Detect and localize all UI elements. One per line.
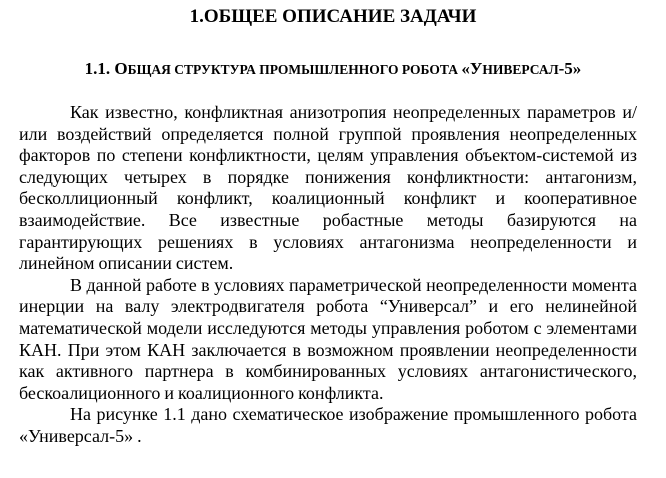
subsection-small-caps-2: НИВЕРСАЛ [482, 62, 559, 77]
subsection-cap-1: О [114, 59, 128, 78]
subsection-number: 1.1. [84, 59, 115, 78]
subsection-cap-2: «У [461, 59, 483, 78]
body-text [19, 102, 637, 448]
subsection-title [0, 59, 666, 80]
subsection-small-caps-1: БЩАЯ СТРУКТУРА ПРОМЫШЛЕННОГО РОБОТА [127, 62, 462, 77]
paragraph-conflict-anisotropy: Как известно, конфликтная анизотропия неопределенных параметров и/или воздействий определяется полной группой проявления неопределенных факторов по степени конфликтности, целям управления объектом-системой из следующих четырех в порядке понижения конфликтности: антагонизм, бесколлиционный конфликт, коалиционный конфликт и кооперативное взаимодействие. Все известные робастные методы базируются на гарантирующих решениях в условиях антагонизма неопределенности и линейном описании систем. [19, 102, 637, 274]
section-title: 1.ОБЩЕЕ ОПИСАНИЕ ЗАДАЧИ [189, 6, 477, 27]
paragraph-figure-reference: На рисунке 1.1 дано схематическое изображение промышленного робота «Универсал-5» . [19, 404, 637, 446]
paragraph-robot-uncertainty: В данной работе в условиях параметрической неопределенности момента инерции на валу электродвигателя робота “Универсал” и его нелинейной математической модели исследуются методы управления роботом с элементами КАН. При этом КАН заключается в возможном проявлении неопределенности как активного партнера в комбинированных условиях антагонистического, бескоалиционного и коалиционного конфликта. [19, 274, 637, 403]
subsection-tail: -5» [558, 59, 582, 78]
